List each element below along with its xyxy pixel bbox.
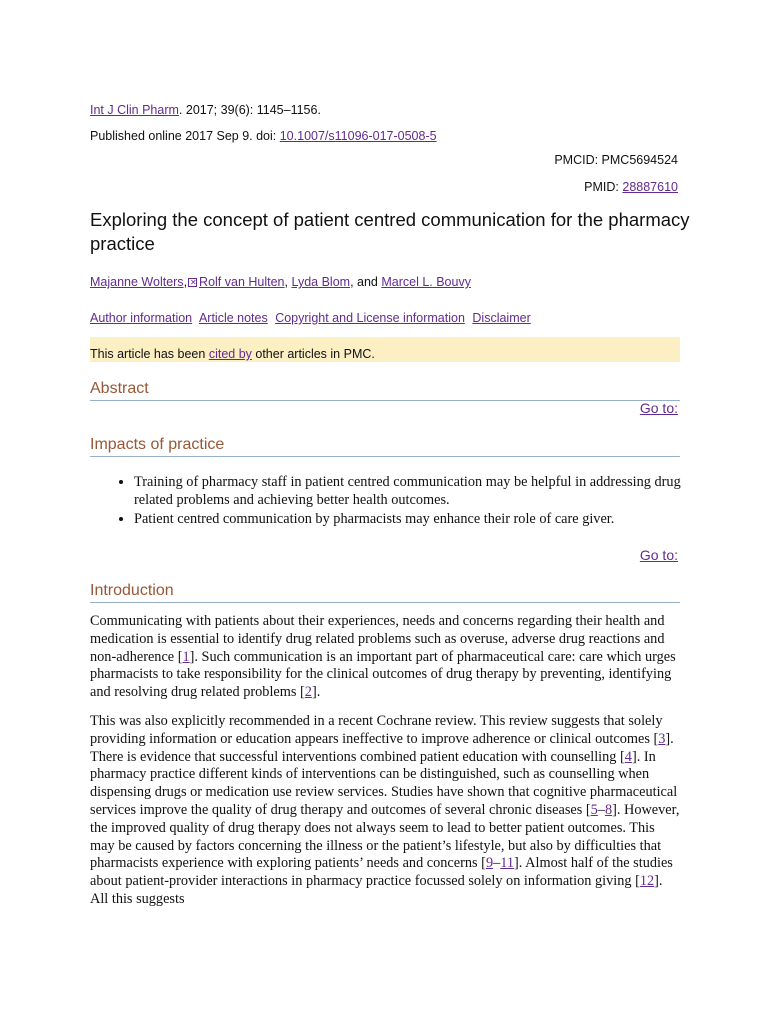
paragraph-text: ]. Such communication is an important part of pharmaceutical care: care which urges pharmacists to take responsibility for the clinical outcomes of drug therapy by preventing, identifying and resolving drug related problems [: [90, 648, 676, 701]
reference-link[interactable]: 1: [182, 648, 190, 665]
author-separator: ,: [183, 275, 188, 289]
author-information-link[interactable]: Author information: [90, 311, 193, 325]
citation-line: [90, 103, 321, 117]
goto-link[interactable]: Go to:: [639, 547, 678, 563]
paragraph-text: This was also explicitly recommended in a recent Cochrane review. This review suggests that solely providing information or education appears ineffective to improve adherence or clinical outcomes [: [90, 713, 663, 747]
cited-by-banner: [90, 337, 680, 362]
impacts-heading: Impacts of practice: [90, 436, 680, 457]
author-separator: ,: [284, 275, 292, 289]
author-link[interactable]: Lyda Blom: [291, 275, 351, 289]
reference-link[interactable]: 2: [304, 684, 312, 701]
reference-link[interactable]: 12: [639, 873, 655, 890]
cited-suffix: other articles in PMC.: [251, 347, 375, 361]
abstract-heading: Abstract: [90, 380, 680, 401]
journal-link[interactable]: Int J Clin Pharm: [90, 103, 179, 117]
pmid-label: PMID:: [584, 180, 623, 194]
paragraph-text: ]. There is evidence that successful interventions combined patient education with counselling [: [90, 730, 674, 765]
disclaimer-link[interactable]: Disclaimer: [472, 311, 531, 325]
author-mark-icon: ✕: [190, 278, 197, 287]
reference-link[interactable]: 9: [485, 855, 494, 872]
reference-link[interactable]: 5: [590, 801, 598, 818]
impacts-list: [112, 474, 702, 529]
paragraph-text: ]. In pharmacy practice different kinds of interventions can be distinguished, such as counselling when dispensing drugs or medication use review services. Studies have shown that cognitive pharmaceutical services improve the quality of drug therapy and outcomes of several chronic diseases [: [90, 748, 678, 818]
published-label: Published online 2017 Sep 9. doi:: [90, 129, 280, 143]
reference-link[interactable]: 3: [658, 730, 666, 747]
range-dash: –: [493, 855, 501, 872]
cited-prefix: This article has been: [90, 347, 209, 361]
intro-paragraph: [90, 613, 680, 702]
author-list: [90, 275, 471, 289]
paragraph-text: Communicating with patients about their experiences, needs and concerns regarding their health and medication is essential to identify drug related problems such as overuse, adverse drug reactions and non-adherence [: [90, 613, 665, 665]
author-link[interactable]: Rolf van Hulten: [199, 275, 285, 289]
range-dash: –: [597, 801, 605, 818]
pmcid: PMCID: PMC5694524: [554, 153, 678, 167]
article-notes-link[interactable]: Article notes: [198, 311, 268, 325]
reference-link[interactable]: 4: [624, 748, 632, 765]
intro-paragraph: [90, 713, 680, 909]
published-line: [90, 129, 437, 143]
goto-link[interactable]: Go to:: [639, 400, 678, 416]
list-item: • Patient centred communication by pharmacists may enhance their role of care giver.: [134, 511, 702, 529]
reference-link[interactable]: 11: [500, 855, 515, 872]
introduction-heading: Introduction: [90, 582, 680, 603]
copyright-link[interactable]: Copyright and License information: [275, 311, 465, 325]
cited-by-link[interactable]: cited by: [208, 347, 252, 361]
pmid-line: [584, 180, 678, 194]
paragraph-text: ].: [311, 684, 321, 701]
doi-link[interactable]: 10.1007/s11096-017-0508-5: [279, 129, 437, 143]
author-separator: , and: [350, 275, 382, 289]
reference-link[interactable]: 8: [604, 801, 613, 818]
author-link[interactable]: Marcel L. Bouvy: [381, 275, 471, 289]
list-item: • Training of pharmacy staff in patient centred communication may be helpful in addressing drug related problems and achieving better health outcomes.: [134, 474, 702, 510]
citation-details: . 2017; 39(6): 1145–1156.: [178, 103, 321, 117]
paragraph-text: ]. However, the improved quality of drug therapy does not always seem to lead to better patient outcomes. This may be caused by factors concerning the illness or the patient’s lifestyle, but also by difficulties that pharmacists experience with exploring patients’ needs and concerns [: [90, 801, 680, 872]
article-info-links: [90, 311, 535, 325]
author-link[interactable]: Majanne Wolters: [90, 275, 184, 289]
paragraph-text: ]. Almost half of the studies about patient-provider interactions in pharmacy practice focussed solely on information giving [: [90, 855, 673, 890]
article-title: Exploring the concept of patient centred communication for the pharmacy practice: [90, 209, 690, 254]
paragraph-text: ]. All this suggests: [90, 873, 663, 907]
pmid-link[interactable]: 28887610: [622, 180, 678, 194]
